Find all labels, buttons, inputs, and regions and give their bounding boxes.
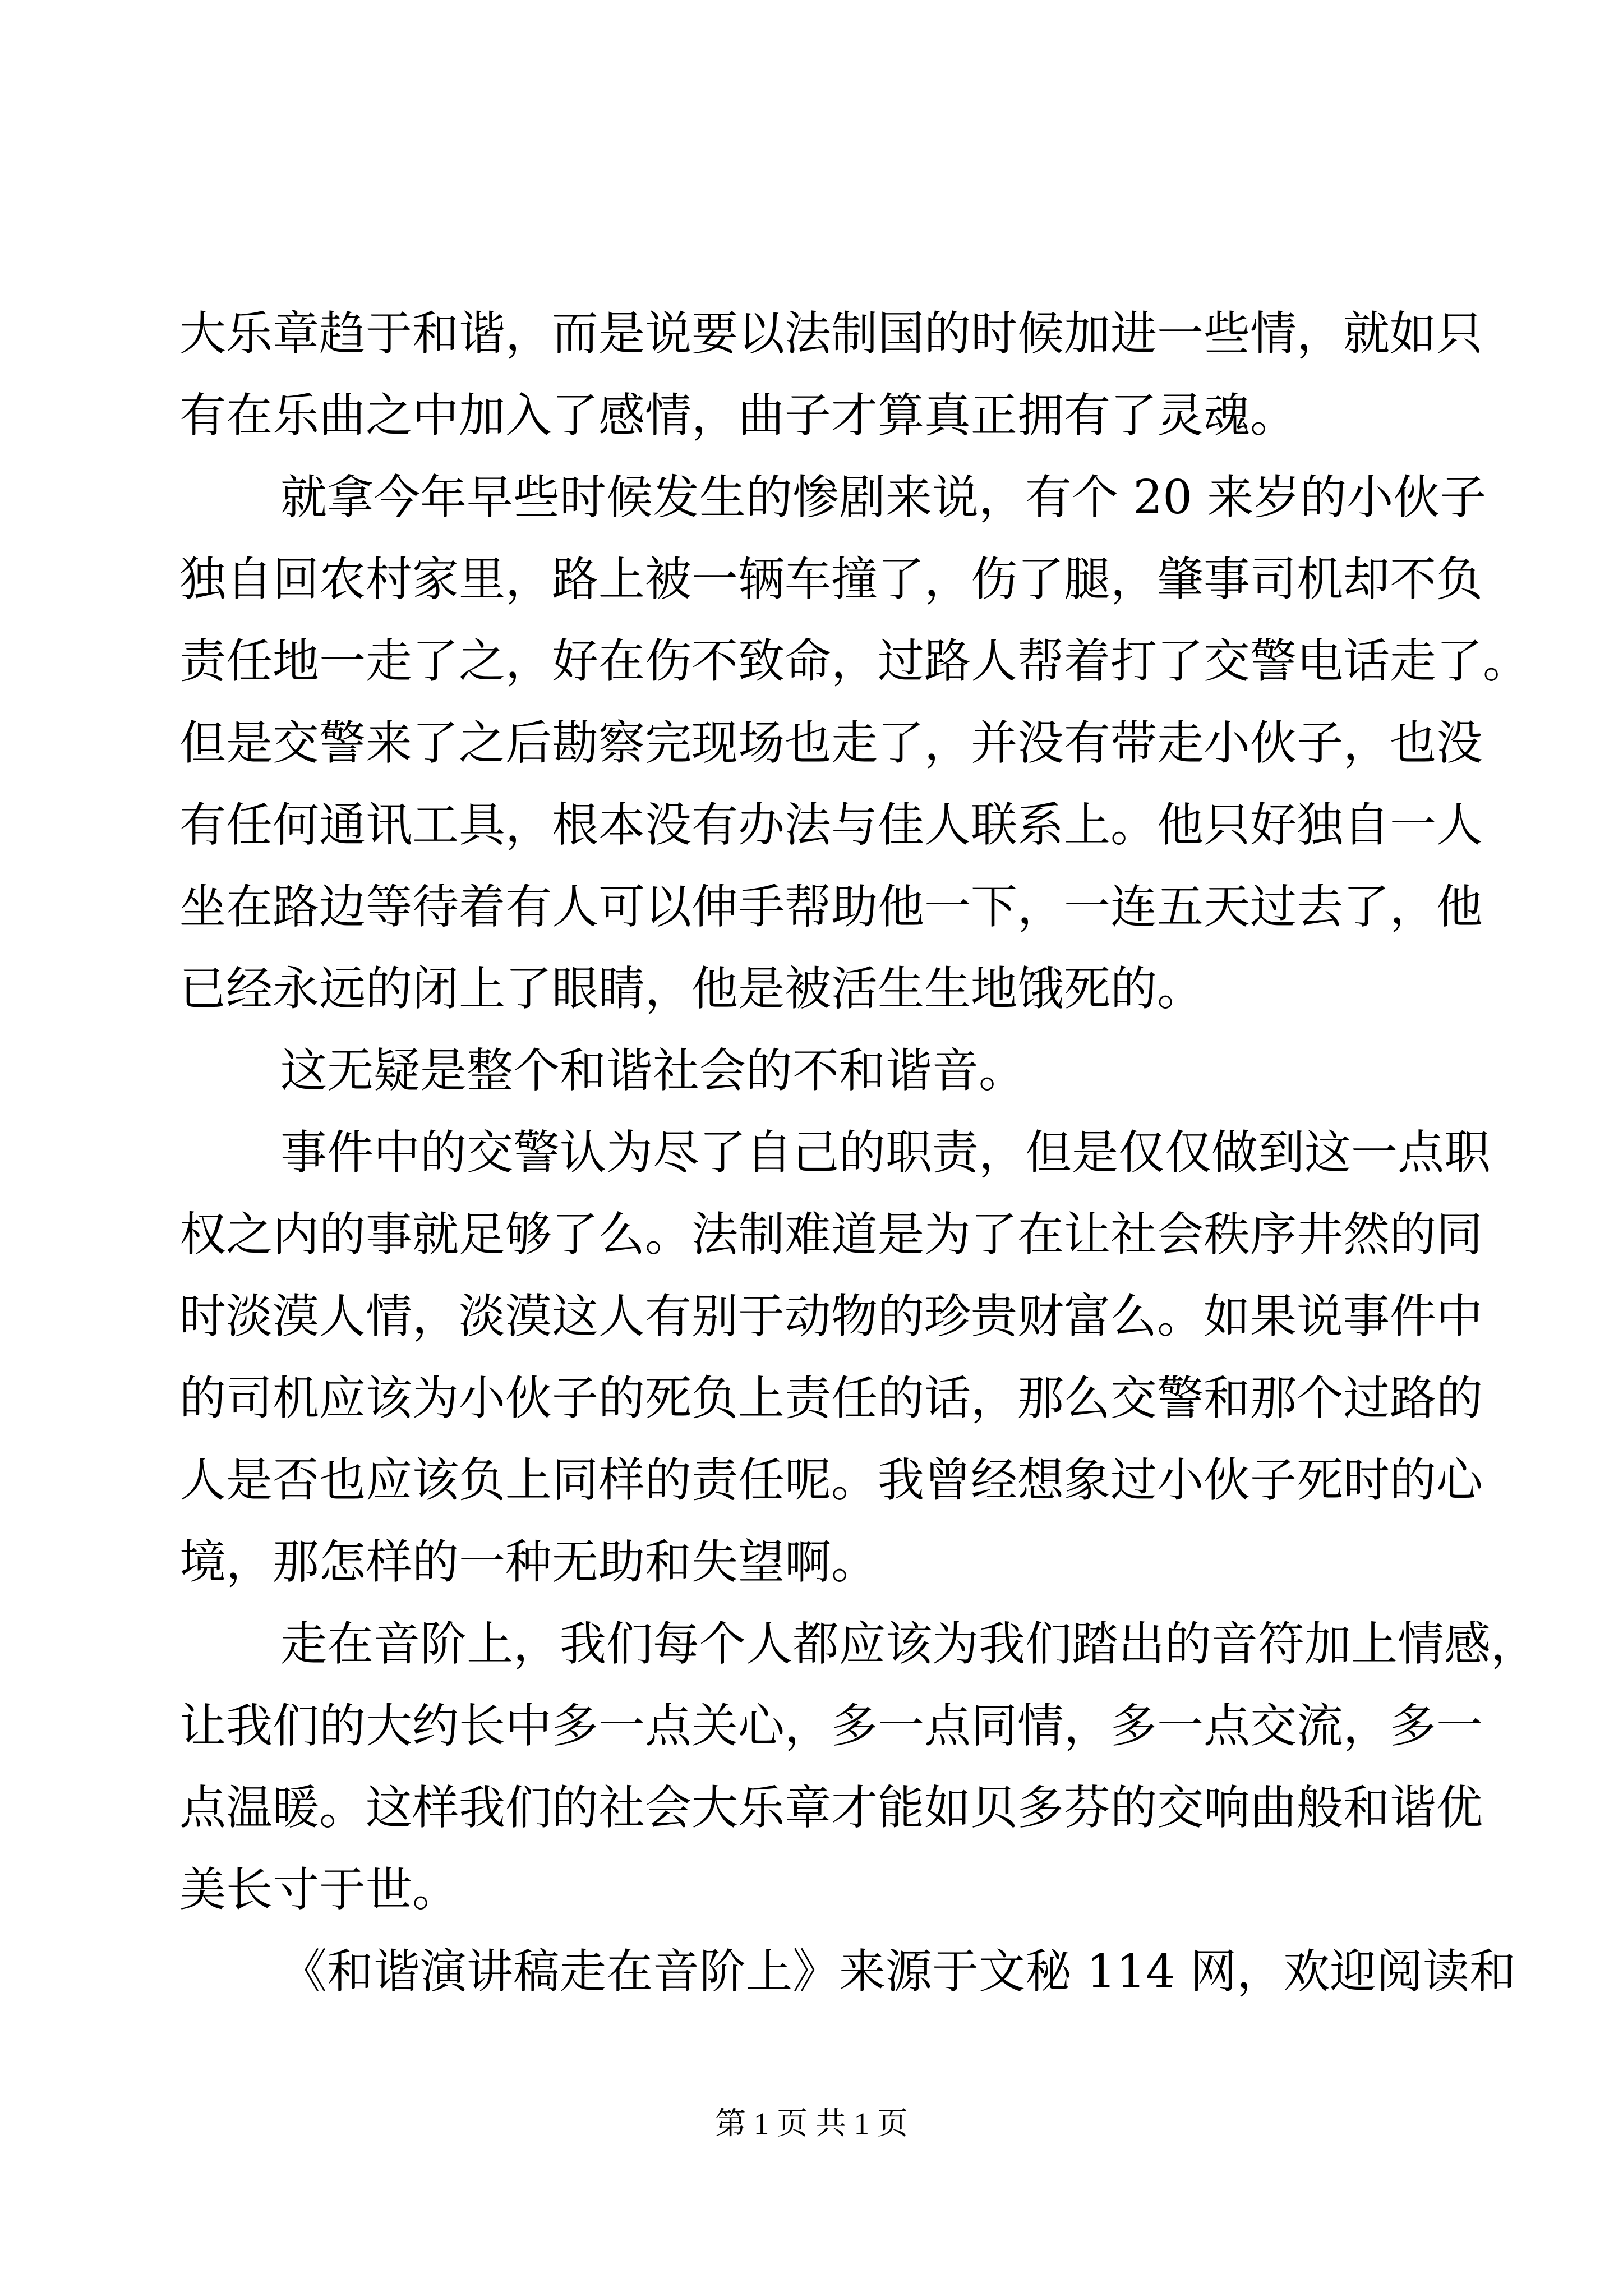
text-line: 的司机应该为小伙子的死负上责任的话，那么交警和那个过路的 [179, 1371, 1483, 1425]
text-line: 时淡漠人情，淡漠这人有别于动物的珍贵财富么。如果说事件中 [179, 1289, 1483, 1343]
text-line: 美长寸于世。 [179, 1862, 459, 1917]
text-line: 独自回农村家里，路上被一辆车撞了，伤了腿，肇事司机却不负 [179, 552, 1483, 606]
text-line: 人是否也应该负上同样的责任呢。我曾经想象过小伙子死时的心 [179, 1453, 1483, 1507]
text-line: 点温暖。这样我们的社会大乐章才能如贝多芬的交响曲般和谐优 [179, 1780, 1483, 1835]
text-line: 有任何通讯工具，根本没有办法与佳人联系上。他只好独自一人 [179, 798, 1483, 852]
text-line: 境，那怎样的一种无助和失望啊。 [179, 1535, 878, 1589]
text-line: 有在乐曲之中加入了感情，曲子才算真正拥有了灵魂。 [179, 388, 1297, 443]
text-line: 已经永远的闭上了眼睛，他是被活生生地饿死的。 [179, 961, 1204, 1016]
page-number-footer: 第 1 页 共 1 页 [715, 2106, 908, 2141]
text-line: 但是交警来了之后勘察完现场也走了，并没有带走小伙子，也没 [179, 716, 1483, 770]
text-line: 坐在路边等待着有人可以伸手帮助他一下，一连五天过去了，他 [179, 880, 1483, 934]
text-line: 事件中的交警认为尽了自己的职责，但是仅仅做到这一点职 [280, 1125, 1491, 1180]
text-line: 就拿今年早些时候发生的惨剧来说，有个 20 来岁的小伙子 [280, 470, 1487, 524]
text-line: 权之内的事就足够了么。法制难道是为了在让社会秩序井然的同 [179, 1207, 1483, 1262]
text-line: 让我们的大约长中多一点关心，多一点同情，多一点交流，多一 [179, 1699, 1483, 1753]
text-line: 大乐章趋于和谐，而是说要以法制国的时候加进一些情，就如只 [179, 306, 1483, 361]
text-line: 这无疑是整个和谐社会的不和谐音。 [280, 1043, 1025, 1098]
text-line: 走在音阶上，我们每个人都应该为我们踏出的音符加上情感， [280, 1617, 1537, 1671]
text-line: 《和谐演讲稿走在音阶上》来源于文秘 114 网，欢迎阅读和 [280, 1944, 1516, 1999]
text-line: 责任地一走了之，好在伤不致命，过路人帮着打了交警电话走了。 [179, 634, 1529, 688]
